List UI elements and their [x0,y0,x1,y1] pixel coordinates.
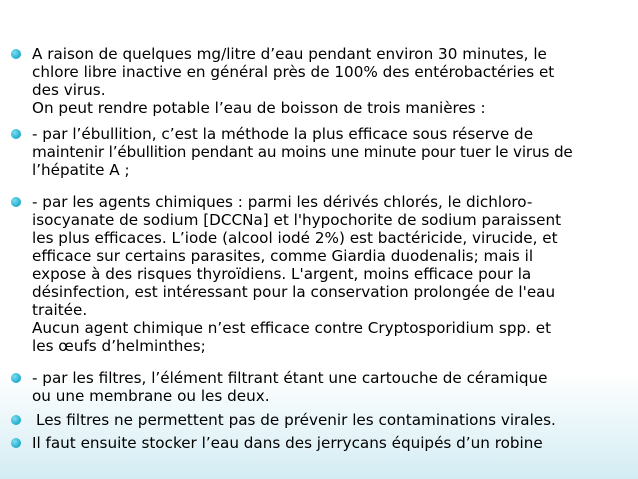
text-line: les œufs d’helminthes; [32,337,206,355]
round-bullet-icon [11,129,21,139]
text-line: ou une membrane ou les deux. [32,387,270,405]
text-line: expose à des risques thyroïdiens. L'argent, moins efficace pour la [32,265,532,283]
text-line: Il faut ensuite stocker l’eau dans des jerrycans équipés d’un robine [32,434,543,452]
round-bullet-icon [11,415,21,425]
text-line: - par l’ébullition, c’est la méthode la plus efficace sous réserve de [32,125,534,143]
round-bullet-icon [11,373,21,383]
text-line: désinfection, est intéressant pour la conservation prolongée de l'eau [32,283,556,301]
text-line: traitée. [32,301,88,319]
round-bullet-icon [11,49,21,59]
text-line: isocyanate de sodium [DCCNa] et l'hypochorite de sodium paraissent [32,211,562,229]
text-line: efficace sur certains parasites, comme Giardia duodenalis; mais il [32,247,534,265]
text-line: chlore libre inactive en général près de 100% des entérobactéries et [32,63,555,81]
text-line: A raison de quelques mg/litre d’eau pendant environ 30 minutes, le [32,45,547,63]
round-bullet-icon [11,197,21,207]
text-line: des virus. [32,81,106,99]
text-line: - par les filtres, l’élément filtrant étant une cartouche de céramique [32,369,548,387]
text-line: maintenir l’ébullition pendant au moins une minute pour tuer le virus de [32,143,573,161]
round-bullet-icon [11,438,21,448]
text-line: On peut rendre potable l’eau de boisson de trois manières : [32,99,486,117]
text-line: l’hépatite A ; [32,161,130,179]
text-line: Aucun agent chimique n’est efficace contre Cryptosporidium spp. et [32,319,552,337]
text-line: - par les agents chimiques : parmi les dérivés chlorés, le dichloro- [32,193,533,211]
text-line: les plus efficaces. L’iode (alcool iodé 2%) est bactéricide, virucide, et [32,229,558,247]
text-line: Les filtres ne permettent pas de prévenir les contaminations virales. [36,411,556,429]
